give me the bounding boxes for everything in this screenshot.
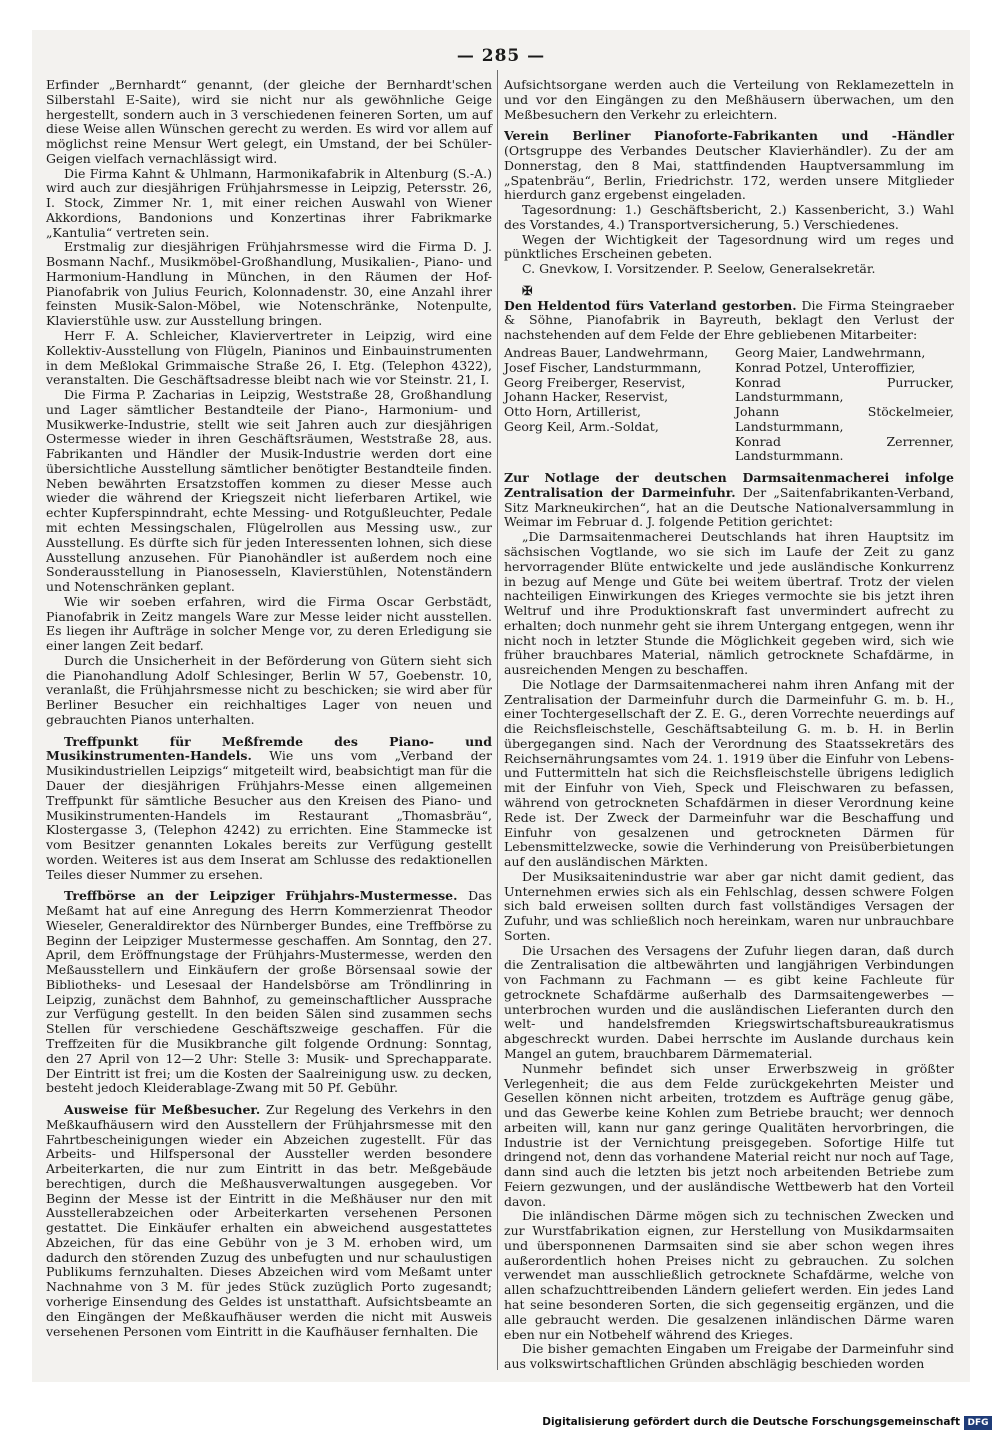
fallen-name: Johann Stöckelmeier, Landsturmmann, xyxy=(735,404,954,434)
article xyxy=(46,1103,492,1339)
article-heading: Treffpunkt für Meßfremde des Piano- und Musikinstrumenten-Handels. xyxy=(46,733,492,764)
fallen-name: Otto Horn, Artillerist, xyxy=(504,404,641,420)
paragraph: Nunmehr befindet sich unser Erwerbszweig in größter Verlegenheit; die aus dem Felde zurückgekehrten Meister und Gesellen können nicht arbeiten, trotzdem es Aufträge genug gäbe, und das Gewerbe keine Kohlen zum Betriebe braucht; wer dennoch arbeiten will, kann nur ganz geringe Qualitäten hervorbringen, die Industrie ist der Vernichtung preisgegeben. Sofortige Hilfe tut dringend not, denn das vorhandene Material reicht nur noch auf Tage, dann sind auch die letzten bis jetzt noch arbeitenden Betriebe zum Feiern gezwungen, und der ausländische Wettbewerb hat den Vorteil davon. xyxy=(504,1060,954,1209)
fallen-name: Georg Keil, Arm.-Soldat, xyxy=(504,418,659,434)
left-column xyxy=(46,78,492,1339)
article-text: (Ortsgruppe des Verbandes Deutscher Klavierhändler). Zu der am Donnerstag, den 8 Mai, stattfindenden Hauptversammlung im „Spatenbräu“, Berlin, Friedrichstr. 172, werden unsere Mitglieder hierdurch ganz ergebenst eingeladen. xyxy=(504,143,954,203)
fallen-name: Andreas Bauer, Landwehrmann, xyxy=(504,345,709,361)
article-heading: Den Heldentod fürs Vaterland gestorben. xyxy=(504,297,797,313)
article-heading: Treffbörse an der Leipziger Frühjahrs-Mustermesse. xyxy=(64,888,458,904)
paragraph: Wie wir soeben erfahren, wird die Firma Oscar Gerbstädt, Pianofabrik in Zeitz mangels Ware zur Messe leider nicht ausstellen. Es liegen ihr Aufträge in solcher Menge vor, zu deren Erledigung sie einer langen Zeit bedarf. xyxy=(46,593,492,654)
signature: C. Gnevkow, I. Vorsitzender. P. Seelow, Generalsekretär. xyxy=(522,261,876,277)
article-text: Die Firma Steingraeber & Söhne, Pianofabrik in Bayreuth, beklagt den Verlust der nachstehenden auf dem Felde der Ehre gebliebenen Mitarbeiter: xyxy=(504,297,954,343)
paragraph: Durch die Unsicherheit in der Beförderung von Gütern sieht sich die Pianohandlung Adolf Schlesinger, Berlin W 57, Goebenstr. 10, veranlaßt, die Frühjahrsmesse nicht zu beschicken; sie wird aber für Berliner Besucher ein reichhaltiges Lager von neuen und gebrauchten Pianos unterhalten. xyxy=(46,652,492,727)
newspaper-page xyxy=(32,30,970,1382)
article-heading: Zur Notlage der deutschen Darmsaitenmacherei infolge Zentralisation der Darmeinfuhr. xyxy=(504,470,954,500)
fallen-name: Georg Freiberger, Reservist, xyxy=(504,374,686,390)
fallen-name: Johann Hacker, Reservist, xyxy=(504,389,669,405)
fallen-name: Konrad Potzel, Unteroffizier, xyxy=(735,359,916,375)
article-text: Das Meßamt hat auf eine Anregung des Herrn Kommerzienrat Theodor Wieseler, Generaldirektor des Nürnberger Bundes, eine Treffbörse zu Beginn der Leipziger Mustermesse geschaffen. Am Sonntag, den 27. April, dem Eröffnungstage der Frühjahrs-Mustermesse, werden den Meßausstellern und Einkäufern der große Börsensaal sowie der Bibliotheks- und Lesesaal der Handelsbörse am Tröndlinring in Leipzig, zunächst dem Bahnhof, zu gemeinschaftlicher Aussprache zur Verfügung gestellt. In den beiden Sälen sind zusammen sechs Stellen für verschiedene Geschäftszweige geschaffen. Für die Treffzeiten für die Musikbranche gilt folgende Ordnung: Sonntag, den 27 April von 12—2 Uhr: Stelle 3: Musik- und Sprechapparate. Der Eintritt ist frei; um die Kosten der Saalreinigung usw. zu decken, besteht jedoch Kleiderablage-Zwang mit 50 Pf. Gebühr. xyxy=(46,888,492,1096)
paragraph: Die Firma Kahnt & Uhlmann, Harmonikafabrik in Altenburg (S.-A.) wird auch zur diesjährigen Frühjahrsmesse in Leipzig, Petersstr. 26, I. Stock, Zimmer Nr. 1, mit einer reichen Auswahl von Wiener Akkordions, Bandonions und Konzertinas ihrer Fabrikmarke „Kantulia“ vertreten sein. xyxy=(46,165,492,240)
appeal: Wegen der Wichtigkeit der Tagesordnung wird um reges und pünktliches Erscheinen gebeten. xyxy=(504,231,954,262)
names-left xyxy=(504,346,723,464)
article xyxy=(46,735,492,883)
fallen-name: Konrad Zerrenner, Landsturmmann. xyxy=(735,433,954,464)
article-heading: Ausweise für Meßbesucher. xyxy=(64,1102,261,1118)
paragraph: Der Musiksaitenindustrie war aber gar nicht damit gedient, das Unternehmen erwies sich als ein Fehlschlag, dessen schwere Folgen sich bald erweisen sollten durch fast vollständiges Versagen der Zufuhr, und was schließlich noch hereinkam, waren nur unbrauchbare Sorten. xyxy=(504,868,954,943)
fallen-name: Georg Maier, Landwehrmann, xyxy=(735,345,926,361)
iron-cross-icon: ✠ xyxy=(522,282,533,298)
article-heldentod xyxy=(504,284,954,299)
agenda: Tagesordnung: 1.) Geschäftsbericht, 2.) Kassenbericht, 3.) Wahl des Vorstandes, 4.) Transportversicherung, 5.) Verschiedenes. xyxy=(504,202,954,232)
dfg-logo: DFG xyxy=(964,1416,992,1430)
names-right xyxy=(735,346,954,464)
fallen-name: Konrad Purrucker, Landsturmmann, xyxy=(735,374,954,405)
paragraph: Erstmalig zur diesjährigen Frühjahrsmesse wird die Firma D. J. Bosmann Nachf., Musikmöbel-Großhandlung, Musikalien-, Piano- und Harmonium-Handlung in München, in den Räumen der Hof-Pianofabrik von Julius Feurich, Kolonnadenstr. 30, eine Anzahl ihrer feinsten Musik-Salon-Möbel, wie Notenschränke, Notenpulte, Klavierstühle usw. zur Ausstellung bringen. xyxy=(46,239,492,329)
paragraph: Die inländischen Därme mögen sich zu technischen Zwecken und zur Wurstfabrikation eignen, zur Herstellung von Musikdarmsaiten und übersponnenen Darmsaiten sind sie aber schon wegen ihres außerordentlich hohen Preises nicht zu gebrauchen. Zu solchen verwendet man ausschließlich getrocknete Schafdärme, welche von allen schafzuchttreibenden Ländern geliefert werden. Ein jedes Land hat seine besonderen Sorten, die sich gegenseitig ergänzen, und die alle gebraucht werden. Die gesalzenen inländischen Därme waren eben nur ein Notbehelf während des Krieges. xyxy=(504,1208,954,1342)
fallen-name: Josef Fischer, Landsturmmann, xyxy=(504,359,702,375)
roll-of-honour xyxy=(504,346,954,464)
right-column xyxy=(504,78,954,1372)
paragraph: Erfinder „Bernhardt“ genannt, (der gleiche der Bernhardt'schen Silberstahl E-Saite), wird sie nicht nur als gewöhnliche Geige hergestellt, sondern auch in 3 verschiedenen feineren Sorten, um auf diese Weise allen Wünschen gerecht zu werden. Es wird vor allem auf möglichst reine Mensur Wert gelegt, ein Umstand, der bei Schüler-Geigen vielfach vernachlässigt wird. xyxy=(46,77,492,166)
petition-text xyxy=(504,530,954,1372)
page-number: — 285 — xyxy=(456,46,546,66)
footer-credit: Digitalisierung gefördert durch die Deutsche Forschungsgemeinschaft xyxy=(542,1416,960,1428)
continued-paragraph: Aufsichtsorgane werden auch die Verteilung von Reklamezetteln in und vor den Eingängen zu den Meßhäusern überwachen, um den Meßbesuchern den Verkehr zu erleichtern. xyxy=(504,77,954,122)
article-heading: Verein Berliner Pianoforte-Fabrikanten und -Händler xyxy=(504,128,954,144)
paragraph: „Die Darmsaitenmacherei Deutschlands hat ihren Hauptsitz im sächsischen Vogtlande, wo sie sich im Laufe der Zeit zu ganz hervorragender Blüte entwickelte und jede ausländische Konkurrenz in bezug auf Menge und Güte bei weitem übertraf. Trotz der vielen nachteiligen Einwirkungen des Krieges vermochte sie bis jetzt ihren Weltruf und ihre Produktionskraft fast unvermindert aufrecht zu erhalten; doch nunmehr geht sie ihrem Untergang entgegen, wenn ihr nicht noch in letzter Stunde die Möglichkeit gegeben wird, sich wie früher brauchbares Material, nämlich getrocknete Schafdärme, in ausreichenden Mengen zu beschaffen. xyxy=(504,529,954,678)
paragraph: Die Firma P. Zacharias in Leipzig, Weststraße 28, Großhandlung und Lager sämtlicher Bestandteile der Piano-, Harmonium- und Musikwerke-Industrie, stellt wie seit Jahren auch zur diesjährigen Ostermesse wieder in ihren Geschäftsräumen, Weststraße 28, aus. Fabrikanten und Händler der Musik-Industrie werden dort eine übersichtliche Ausstellung sämtlicher benötigter Bestandteile finden. Neben bewährten Ersatzstoffen kommen zu dieser Messe auch wieder die während der Kriegszeit nicht lieferbaren Artikel, wie echter Kupferspinndraht, echte Messing- und Rotgußleuchter, Pedale mit echten Messingschalen, Flügelrollen aus Messing usw., zur Ausstellung. Es dürfte sich für jeden Interessenten lohnen, sich diese Ausstellung anzusehen. Für Pianohändler ist außerdem noch eine Sonderausstellung in Pianosesseln, Klavierstühlen, Notenständern und Notenschränken geplant. xyxy=(46,387,492,595)
paragraph: Die bisher gemachten Eingaben um Freigabe der Darmeinfuhr sind aus volkswirtschaftlichen Gründen abschlägig beschieden worden xyxy=(504,1341,954,1372)
article-text: Der „Saitenfabrikanten-Verband, Sitz Markneukirchen“, hat an die Deutsche Nationalversammlung in Weimar im Februar d. J. folgende Petition gerichtet: xyxy=(504,484,954,530)
article xyxy=(46,889,492,1096)
column-divider xyxy=(497,70,498,1370)
paragraph: Herr F. A. Schleicher, Klaviervertreter in Leipzig, wird eine Kollektiv-Ausstellung von Flügeln, Pianinos und Einbauinstrumenten in dem Meßlokal Grimmaische Straße 26, I. Etg. (Telephon 4322), veranstalten. Die Geschäftsadresse bleibt nach wie vor Steinstr. 21, I. xyxy=(46,328,492,388)
article-text: Wie uns vom „Verband der Musikindustriellen Leipzigs“ mitgeteilt wird, beabsichtigt man für die Dauer der diesjährigen Frühjahrs-Messe einen allgemeinen Treffpunkt für sämtliche Besucher aus den Kreisen des Piano- und Musikinstrumenten-Handels im Restaurant „Thomasbräu“, Klostergasse 3, (Telephon 4242) zu errichten. Eine Stammecke ist vom Besitzer genannten Lokales bereits zur Verfügung gestellt worden. Weiteres ist aus dem Inserat am Schlusse des redaktionellen Teiles dieser Nummer zu ersehen. xyxy=(46,748,492,882)
paragraph: Die Notlage der Darmsaitenmacherei nahm ihren Anfang mit der Zentralisation der Darmeinfuhr durch die Darmeinfuhr G. m. b. H., einer Tochtergesellschaft der Z. E. G., deren Vorrechte neuerdings auf die Reichsfleischstelle, Geschäftsabteilung G. m. b. H. in Berlin übergegangen sind. Nach der Verordnung des Staatssekretärs des Reichsernährungsamtes vom 24. 1. 1919 über die Einfuhr von Lebens- und Futtermitteln hat sich die Reichsfleischstelle übrigens lediglich mit der Einfuhr von Vieh, Speck und Fleischwaren zu befassen, während von getrockneten Schafdärmen in dieser Verordnung keine Rede ist. Der Zweck der Darmeinfuhr war die Beschaffung und Einfuhr von gesalzenen und getrockneten Därmen für Lebensmittelzwecke, sowie die Verhinderung von Preisüberbietungen auf den ausländischen Märkten. xyxy=(504,676,954,870)
paragraph: Die Ursachen des Versagens der Zufuhr liegen daran, daß durch die Zentralisation die altbewährten und langjährigen Verbindungen von Fachmann zu Fachmann — es gibt keine Fachleute für getrocknete Schafdärme außerhalb des Darmsaitengewerbes — unterbrochen wurden und die ausländischen Lieferanten durch den welt- und handelsfremden Kriegswirtschaftsbureaukratismus abgeschreckt wurden. Dabei herrschte im Auslande durchaus kein Mangel an gutem, brauchbarem Därmematerial. xyxy=(504,942,954,1061)
article-text: Zur Regelung des Verkehrs in den Meßkaufhäusern wird den Ausstellern der Frühjahrsmesse mit den Fahrtbescheinigungen wieder ein Abzeichen zugestellt. Für das Arbeits- und Hilfspersonal der Aussteller werden besondere Arbeiterkarten, die nur zum Eintritt in das betr. Meßgebäude berechtigen, durch die Meßhausverwaltungen ausgegeben. Vor Beginn der Messe ist der Eintritt in die Meßhäuser nur den mit Ausstellerabzeichen oder Arbeiterkarten versehenen Personen gestattet. Die Einkäufer erhalten ein abweichend ausgestattetes Abzeichen, für das eine Gebühr von je 3 M. erhoben wird, um dadurch den störenden Zuzug des unbefugten und nur schaulustigen Publikums fernzuhalten. Dieses Abzeichen wird vom Meßamt unter Nachnahme von 3 M. für jedes Stück zuzüglich Porto zugesandt; vorherige Einsendung des Geldes ist unstatthaft. Aufsichtsbeamte an den Eingängen der Meßkaufhäuser werden die nicht mit Ausweis versehenen Personen vom Eintritt in die Kaufhäuser fernhalten. Die xyxy=(46,1102,492,1339)
footer xyxy=(0,1414,1000,1434)
